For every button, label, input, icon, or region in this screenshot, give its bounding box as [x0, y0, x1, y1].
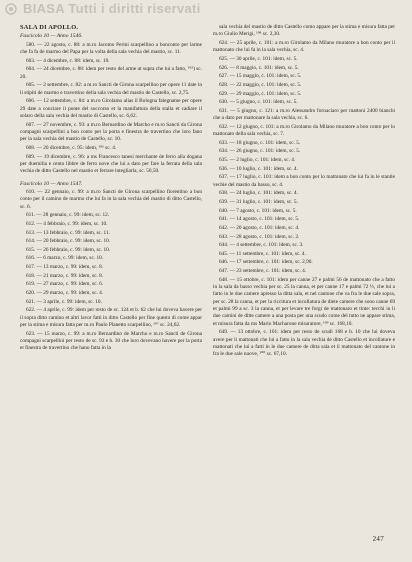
ledger-entry: 634. — 26 giugno, c. 101: idem, sc. 5.	[219, 148, 301, 155]
watermark-text: BIASA Tutti i diritti riservati	[23, 1, 201, 16]
ledger-entry: 638. — 24 luglio, c. 101: idem, sc. 4.	[219, 190, 298, 197]
ledger-entry: 624. — 25 aprile, c. 101: a m.ro Girolamo da Milano muratore a bon conto per il mattonato che lui fa in la sala vechia, sc. 4.	[213, 39, 395, 54]
section-title: SALA DI APOLLO.	[20, 24, 79, 31]
ledger-entry: 609. — 19 dicembre, c. 96: a ms Francesco tanesi merchante de ferro alla dogana per duemilia e cento libbre de ferro nove che lui a dato per fare la ferrata della sala vechia de ditto Castello nel mastio et ferrare integliarla, sc. 50,50.	[20, 153, 202, 175]
ledger-entry: 603. — 4 dicembre, c. 88: idem, sc. 10.	[26, 57, 110, 64]
ledger-entry: 613. — 13 febbraio, c. 99: idem, sc. 11.	[26, 229, 110, 236]
ledger-entry: 643. — 28 agosto, c. 101: idem, sc. 2.	[219, 233, 300, 240]
ledger-entry: 612. — 4 febbraio, c. 99: idem, sc. 10.	[26, 220, 108, 227]
ledger-entry: 647. — 23 settembre, c. 101: idem, sc. 4.	[219, 268, 307, 275]
ledger-entry: 622. — 4 aprile, c. 99: idem per resto de sc. 124 et b. 62 che lui doveva havere per il sopra ditto camino et altri lavor fatti in ditto Castello per fine questo di come appar per la stima e misura fatta per m.ro Paulo Planetto scarpellino, ¹⁹⁷ sc. 24,62.	[20, 307, 202, 329]
ledger-entry: 616. — 6 marzo, c. 99: idem, sc. 10.	[26, 255, 104, 262]
entry-list-continued	[213, 24, 395, 359]
ledger-entry: 649. — 13 ottobre, c. 101: idem per resto de scudi 168 e b. 10 che lui doveva avere per li mattonati che lui a fatto in la sala vechia de ditto Castello et incollature e mattonati che lui a fatti in le due camere de ditta sala et il mattonato del cantone in fra le due sale nuove, ²⁰⁰ sc. 67,10.	[213, 329, 395, 358]
ledger-entry: 628. — 22 maggio, c. 101: idem, sc. 5.	[219, 81, 302, 88]
ledger-entry: 639. — 31 luglio, c. 101: idem, sc. 5.	[219, 198, 298, 205]
entry-list-1547	[20, 189, 202, 353]
ledger-entry: 623. — 15 marzo, c. 99: a m.ro Bernardino de Marcho e m.ro Sancti de Girona compagni scarpellini per resto de sc. 93 e b. 30 che loro dovevano havere per la porta et finestra de travertino che hano fatta in la	[20, 330, 202, 352]
ledger-entry: 637. — 17 luglio, c. 101: idem a bon conto per lo mattonato che lui fa in le stantie vechie del mastio da basso, sc. 4.	[213, 174, 395, 188]
ledger-entry: 626. — 8 maggio, c. 101: idem, sc. 5.	[219, 64, 299, 71]
ledger-entry: 644. — 4 settembre, c. 101: idem, sc. 3.	[219, 242, 304, 249]
fascicolo-heading-1: Fascicolo 10 — Anno 1546.	[20, 33, 83, 40]
ledger-entry: 641. — 14 agosto, c. 101: idem, sc. 5.	[219, 216, 300, 223]
ledger-entry: 632. — 12 giugno, c. 101: a m.ro Girolamo da Milano muratore a bon conto per lo mattonato della sala vechia, sc. 7.	[213, 123, 395, 138]
left-column	[20, 24, 202, 354]
ledger-entry: 633. — 18 giugno, c. 101: idem, sc. 5.	[219, 139, 301, 146]
ledger-entry: 615. — 26 febbraio, c. 99: idem, sc. 10.	[26, 246, 111, 253]
ledger-entry: 611. — 28 gennaio, c. 99: idem, sc. 12.	[26, 212, 110, 219]
ledger-entry: 627. — 15 maggio, c. 101: idem, sc. 5.	[219, 73, 302, 80]
ledger-entry: 606. — 12 settembre, c. 84: a m.ro Girolamo alias il Bologna falegname per opere 29 date a conciare il ponte del soccorso et la manifattura della stalla et cadiare il solaro della sala vechia del mastio di Castello, sc. 6,62.	[20, 98, 202, 119]
book-page	[20, 24, 398, 544]
ledger-entry: 620. — 29 marzo, c. 99: idem, sc. 4.	[26, 290, 104, 297]
ledger-entry: 629. — 29 maggio, c. 101: idem, sc. 5.	[219, 90, 302, 97]
ledger-entry: 625. — 30 aprile, c. 101: idem, sc. 5.	[219, 55, 298, 62]
page-number: 247	[372, 535, 384, 543]
ledger-entry: 614. — 20 febbraio, c. 99: idem, sc. 10.	[26, 238, 111, 245]
ledger-entry: 610. — 22 gennaio, c. 99: a m.ro Sancti de Girona scarpellino fiorentino a bon conto per il camino de marmo che lui fa in la sala vechia del mastio di ditto Castello, sc. 6.	[20, 188, 202, 210]
ledger-entry: 618. — 21 marzo, c. 99: idem, sc. 8.	[26, 272, 104, 279]
ledger-entry: 608. — 20 dicembre, c. 95: idem, ¹⁹⁶ sc. 4.	[26, 144, 117, 151]
ledger-entry: 604. — 24 dicembre, c. 88: idem per resto del arme ut supra che lui a fatto, ¹⁹⁵) sc. 20.	[20, 66, 202, 80]
ledger-entry: 621. — 3 aprile, c. 99: idem, sc. 10.	[26, 298, 102, 305]
ledger-entry: 636. — 10 luglio, c. 101: idem, sc. 4.	[219, 165, 298, 172]
fascicolo-heading-2: Fascicolo 10 — Anno 1547.	[20, 180, 83, 187]
ledger-entry: 630. — 5 giugno, c. 101: idem, sc. 5.	[219, 99, 298, 106]
ledger-entry: 580. — 22 agosto, c. 88: a m.ro Jacomo Perini scarpellino a bonconto per larme che fa fa de marmo del Papa per la volta della sala vechia del mastio, sc. 11.	[20, 41, 202, 56]
ledger-entry: 642. — 20 agosto, c. 101: idem, sc. 4.	[219, 224, 300, 231]
ledger-entry: 645. — 11 settembre, c. 101: idem, sc. 4.	[219, 250, 306, 257]
watermark-logo-icon	[4, 2, 18, 16]
ledger-entry: 635. — 2 luglio, c. 101: idem, sc. 4.	[219, 157, 296, 164]
ledger-entry: 605. — 2 settembre, c. 82: a m.ro Sancti de Girona scarpellino per opere 11 date in li stipiti de marmo e travertino della sala vechia del mastio de Castello, sc. 2,75.	[20, 82, 202, 96]
ledger-entry: 617. — 13 marzo, c. 99: idem, sc. 8.	[26, 264, 104, 271]
watermark-banner	[0, 0, 412, 17]
ledger-entry: 631. — 5 giugno, c. 121: a m.ro Alessandro fornaciaro per mattoni 2400 bianchi che a dato per mattonare la sala vechia, sc. 6.	[213, 107, 395, 122]
right-column	[213, 24, 395, 360]
ledger-entry: 619. — 27 marzo, c. 99: idem, sc. 6.	[26, 281, 104, 288]
ledger-entry: 648. — 15 ottobre, c. 101: idem per canne 27 e palmi 56 de mattonato che a fatto in la sala da basso vechia per sc. 25 la canna, et per canne 17 e palmi 72 ½, che lui a fatto in le due camere apresso la ditta sala, et nel cantone che va fra le due sale sopra, per sc. 28 la canna, et per la riccitura et incollatura de diete camere che sono canne 69 et palmi 99 a sc. 3 la canna, et per levare tre forgi de mattonaro et tinte: tecchi in li due camini de ditte camere a una posta per una scudo come del tutto ne appare stima, et misura fatta da ms Mario Macharone misuratore, ¹⁹⁹ sc. 168,10.	[213, 276, 395, 327]
entry-list-1546	[20, 42, 202, 176]
ledger-entry: sala vechia del mastio de ditto Castello como appare per la stima e misura fatta per m.ro Giulio Merigi, ¹⁹⁸ sc. 2,30.	[213, 24, 395, 38]
ledger-entry: 640. — 7 agosto, c. 101: idem, sc. 5.	[219, 207, 297, 214]
ledger-entry: 607. — 27 novembre, c. 93: a m.ro Bernardino de Marcho e m.ro Sancti da Girona compagni scarpellini a bon conto per la porta e finestra de travertino che loro fano per la sala vechia del mastio de Castello, sc. 10.	[20, 121, 202, 143]
ledger-entry: 646. — 17 settembre, c. 101: idem, sc. 2,90.	[219, 259, 313, 266]
